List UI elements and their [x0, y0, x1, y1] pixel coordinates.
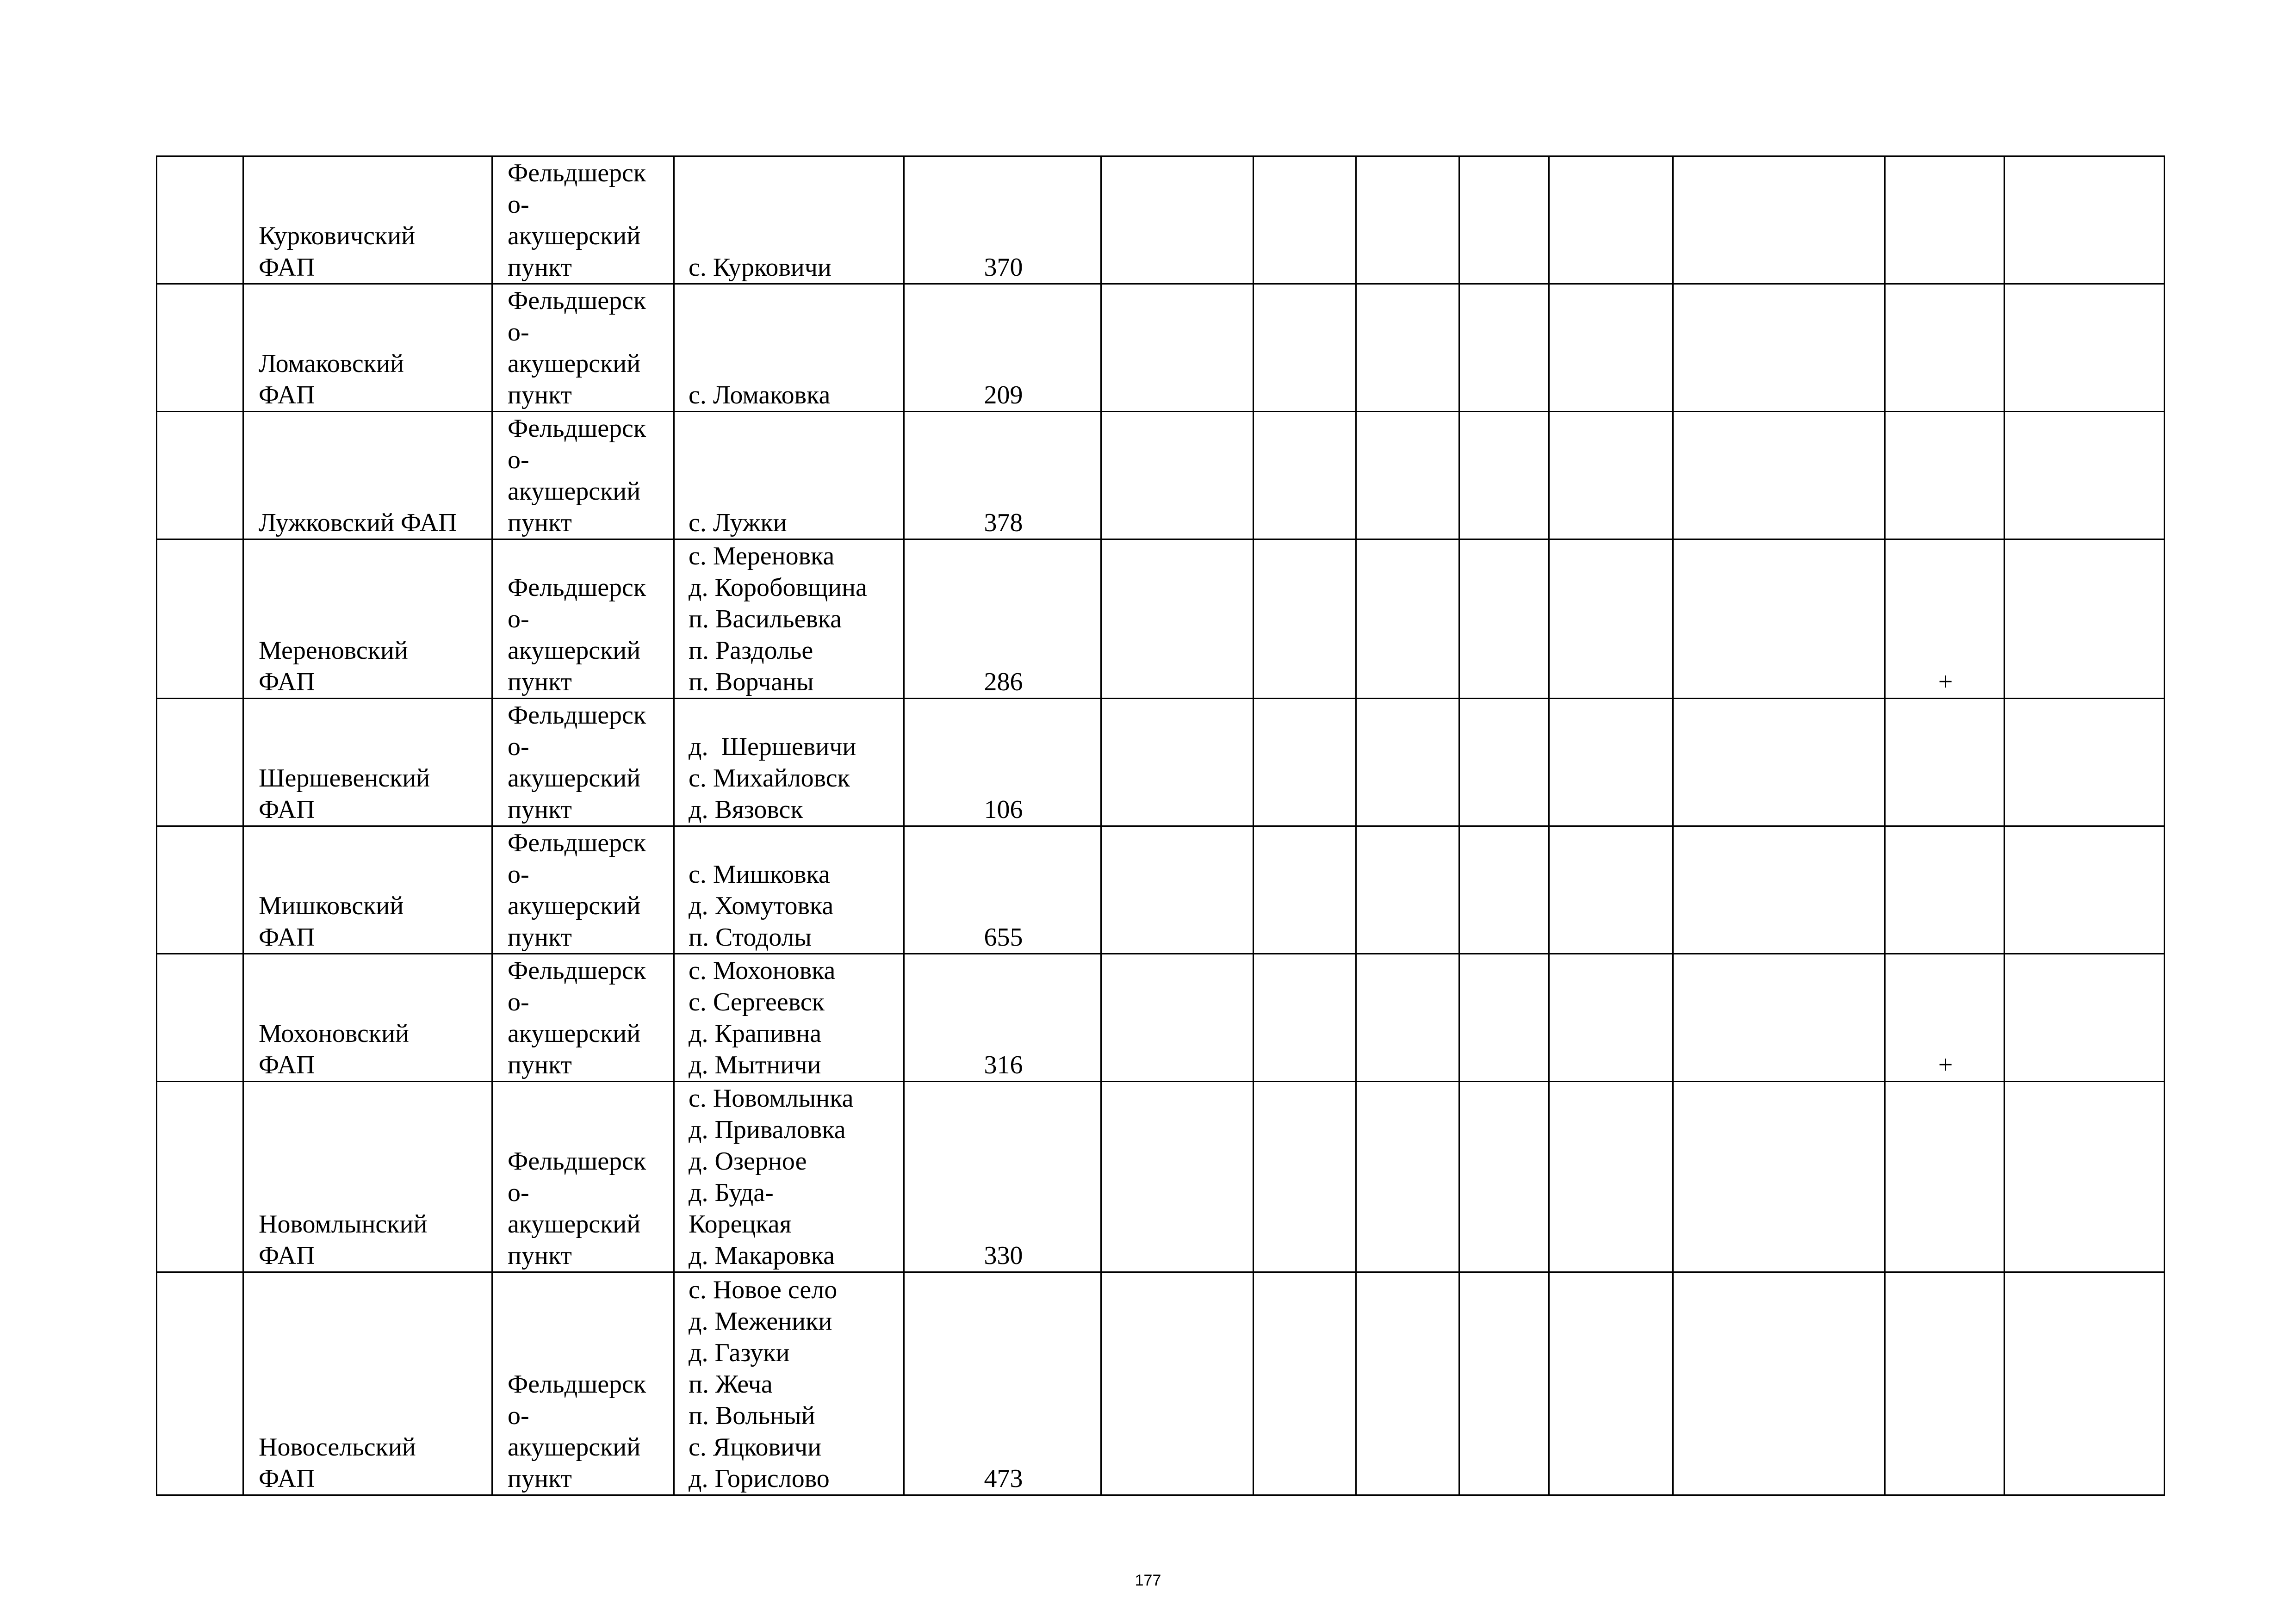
facility-name-cell-line: ФАП	[259, 1051, 315, 1079]
empty-cell	[1549, 699, 1673, 826]
fap-table	[156, 155, 2165, 1496]
population-cell	[904, 1272, 1101, 1495]
table-row	[157, 156, 2165, 284]
empty-cell	[1549, 1272, 1673, 1495]
mark-cell	[1885, 954, 2004, 1082]
facility-type-cell-line: Фельдшерск	[508, 159, 646, 187]
empty-cell	[1459, 539, 1549, 699]
facility-type-cell-line: пункт	[508, 508, 572, 537]
settlements-cell-line: д. Коробовщина	[689, 573, 867, 602]
number-cell	[157, 412, 243, 539]
empty-cell	[1253, 412, 1356, 539]
mark-cell-value: +	[1938, 1051, 1953, 1079]
facility-name-cell	[243, 826, 492, 954]
mark-cell	[1885, 539, 2004, 699]
facility-type-cell	[492, 699, 674, 826]
settlements-cell-line: д. Макаровка	[689, 1241, 835, 1270]
population-cell	[904, 156, 1101, 284]
empty-cell	[1356, 1272, 1459, 1495]
settlements-cell-line: с. Мохоновка	[689, 956, 836, 985]
facility-type-cell	[492, 412, 674, 539]
population-cell-value: 655	[984, 923, 1023, 952]
settlements-cell	[674, 156, 904, 284]
settlements-cell-line: п. Стодолы	[689, 923, 812, 952]
facility-type-cell-line: Фельдшерск	[508, 414, 646, 443]
empty-cell	[1356, 1082, 1459, 1272]
number-cell	[157, 954, 243, 1082]
facility-type-cell-line: пункт	[508, 1051, 572, 1079]
settlements-cell-line: с. Лужки	[689, 508, 787, 537]
facility-type-cell	[492, 826, 674, 954]
facility-type-cell-line: акушерский	[508, 1019, 641, 1048]
empty-cell	[1673, 699, 1885, 826]
number-cell	[157, 699, 243, 826]
population-cell-value: 473	[984, 1464, 1023, 1493]
settlements-cell-line: д. Озерное	[689, 1147, 807, 1176]
facility-type-cell-line: акушерский	[508, 892, 641, 920]
facility-type-cell-line: акушерский	[508, 764, 641, 793]
facility-name-cell-line: Шершевенский	[259, 764, 430, 793]
mark-cell	[1885, 826, 2004, 954]
empty-cell	[1673, 412, 1885, 539]
table-row	[157, 1272, 2165, 1495]
population-cell-value: 106	[984, 795, 1023, 824]
facility-type-cell-line: Фельдшерск	[508, 1147, 646, 1176]
mark-cell	[1885, 156, 2004, 284]
empty-cell	[2004, 284, 2165, 412]
mark-cell	[1885, 699, 2004, 826]
empty-cell	[1101, 284, 1253, 412]
facility-name-cell-line: Ломаковский	[259, 349, 404, 378]
population-cell	[904, 954, 1101, 1082]
empty-cell	[1459, 284, 1549, 412]
mark-cell	[1885, 412, 2004, 539]
empty-cell	[1253, 1272, 1356, 1495]
page-number: 177	[1135, 1572, 1161, 1589]
number-cell	[157, 826, 243, 954]
table-row	[157, 284, 2165, 412]
facility-type-cell-line: о-	[508, 605, 529, 633]
facility-type-cell-line: Фельдшерск	[508, 829, 646, 857]
population-cell	[904, 284, 1101, 412]
empty-cell	[1549, 156, 1673, 284]
empty-cell	[1253, 1082, 1356, 1272]
settlements-cell-line: д. Шершевичи	[689, 732, 856, 761]
population-cell	[904, 1082, 1101, 1272]
empty-cell	[1549, 1082, 1673, 1272]
empty-cell	[1549, 826, 1673, 954]
facility-type-cell	[492, 1272, 674, 1495]
empty-cell	[2004, 539, 2165, 699]
empty-cell	[1356, 539, 1459, 699]
facility-name-cell	[243, 1272, 492, 1495]
facility-name-cell	[243, 954, 492, 1082]
facility-type-cell-line: акушерский	[508, 222, 641, 250]
settlements-cell-line: с. Ломаковка	[689, 381, 831, 409]
settlements-cell-line: д. Хомутовка	[689, 892, 834, 920]
settlements-cell	[674, 699, 904, 826]
empty-cell	[2004, 1272, 2165, 1495]
facility-type-cell-line: Фельдшерск	[508, 701, 646, 730]
settlements-cell-line: с. Мереновка	[689, 542, 835, 570]
empty-cell	[1356, 699, 1459, 826]
facility-type-cell	[492, 539, 674, 699]
settlements-cell	[674, 1082, 904, 1272]
empty-cell	[2004, 826, 2165, 954]
facility-type-cell-line: пункт	[508, 668, 572, 696]
facility-type-cell-line: Фельдшерск	[508, 573, 646, 602]
facility-name-cell-line: Мереновский	[259, 636, 408, 665]
facility-name-cell	[243, 284, 492, 412]
empty-cell	[1673, 1082, 1885, 1272]
empty-cell	[1459, 1272, 1549, 1495]
table-row	[157, 412, 2165, 539]
number-cell	[157, 1082, 243, 1272]
empty-cell	[1673, 954, 1885, 1082]
empty-cell	[1101, 539, 1253, 699]
facility-name-cell-line: ФАП	[259, 795, 315, 824]
empty-cell	[1253, 284, 1356, 412]
population-cell-value: 316	[984, 1051, 1023, 1079]
table-row	[157, 1082, 2165, 1272]
mark-cell-value: +	[1938, 668, 1953, 696]
population-cell	[904, 412, 1101, 539]
facility-type-cell-line: о-	[508, 860, 529, 889]
facility-name-cell	[243, 1082, 492, 1272]
number-cell	[157, 156, 243, 284]
facility-name-cell-line: Мохоновский	[259, 1019, 409, 1048]
table-row	[157, 539, 2165, 699]
settlements-cell-line: д. Крапивна	[689, 1019, 822, 1048]
population-cell-value: 209	[984, 381, 1023, 409]
empty-cell	[1549, 539, 1673, 699]
settlements-cell	[674, 284, 904, 412]
settlements-cell-line: с. Михайловск	[689, 764, 850, 793]
settlements-cell-line: д. Приваловка	[689, 1115, 846, 1144]
population-cell-value: 286	[984, 668, 1023, 696]
empty-cell	[1101, 826, 1253, 954]
settlements-cell-line: д. Меженики	[689, 1307, 832, 1336]
number-cell	[157, 539, 243, 699]
empty-cell	[1459, 826, 1549, 954]
settlements-cell-line: п. Жеча	[689, 1370, 773, 1399]
facility-type-cell-line: акушерский	[508, 636, 641, 665]
settlements-cell-line: п. Васильевка	[689, 605, 842, 633]
facility-name-cell-line: Курковичский	[259, 222, 416, 250]
settlements-cell-line: с. Сергеевск	[689, 988, 825, 1016]
facility-type-cell-line: Фельдшерск	[508, 1370, 646, 1399]
settlements-cell-line: с. Яцковичи	[689, 1433, 822, 1462]
settlements-cell-line: п. Ворчаны	[689, 668, 814, 696]
facility-type-cell	[492, 156, 674, 284]
empty-cell	[1673, 156, 1885, 284]
empty-cell	[1101, 412, 1253, 539]
population-cell	[904, 699, 1101, 826]
settlements-cell-line: д. Горислово	[689, 1464, 830, 1493]
settlements-cell	[674, 826, 904, 954]
facility-type-cell-line: о-	[508, 190, 529, 219]
facility-name-cell-line: Новосельский	[259, 1433, 416, 1462]
facility-name-cell-line: ФАП	[259, 923, 315, 952]
settlements-cell	[674, 539, 904, 699]
empty-cell	[1673, 826, 1885, 954]
facility-type-cell	[492, 954, 674, 1082]
facility-name-cell-line: ФАП	[259, 381, 315, 409]
facility-type-cell-line: пункт	[508, 1464, 572, 1493]
empty-cell	[1459, 699, 1549, 826]
empty-cell	[1459, 1082, 1549, 1272]
empty-cell	[1101, 699, 1253, 826]
empty-cell	[1253, 954, 1356, 1082]
facility-name-cell	[243, 699, 492, 826]
settlements-cell-line: с. Курковичи	[689, 253, 832, 282]
table-row	[157, 826, 2165, 954]
empty-cell	[1356, 826, 1459, 954]
settlements-cell-line: с. Новомлынка	[689, 1084, 854, 1113]
settlements-cell-line: Корецкая	[689, 1210, 792, 1239]
facility-name-cell	[243, 156, 492, 284]
number-cell	[157, 1272, 243, 1495]
empty-cell	[1101, 1082, 1253, 1272]
empty-cell	[1253, 826, 1356, 954]
empty-cell	[1101, 1272, 1253, 1495]
mark-cell	[1885, 284, 2004, 412]
facility-type-cell-line: о-	[508, 988, 529, 1016]
table-body	[157, 156, 2165, 1495]
settlements-cell	[674, 954, 904, 1082]
population-cell	[904, 539, 1101, 699]
empty-cell	[1253, 156, 1356, 284]
population-cell-value: 330	[984, 1241, 1023, 1270]
empty-cell	[1356, 156, 1459, 284]
empty-cell	[2004, 412, 2165, 539]
empty-cell	[1356, 284, 1459, 412]
facility-type-cell-line: пункт	[508, 1241, 572, 1270]
empty-cell	[1459, 156, 1549, 284]
facility-type-cell-line: пункт	[508, 381, 572, 409]
facility-type-cell	[492, 1082, 674, 1272]
empty-cell	[1101, 954, 1253, 1082]
facility-type-cell-line: пункт	[508, 253, 572, 282]
mark-cell	[1885, 1082, 2004, 1272]
empty-cell	[1459, 954, 1549, 1082]
settlements-cell-line: д. Мытничи	[689, 1051, 821, 1079]
empty-cell	[1459, 412, 1549, 539]
facility-type-cell-line: акушерский	[508, 477, 641, 506]
number-cell	[157, 284, 243, 412]
empty-cell	[1253, 699, 1356, 826]
facility-name-cell-line: Лужковский ФАП	[259, 508, 457, 537]
facility-name-cell	[243, 412, 492, 539]
settlements-cell-line: д. Газуки	[689, 1338, 790, 1367]
empty-cell	[1356, 954, 1459, 1082]
facility-type-cell-line: пункт	[508, 923, 572, 952]
settlements-cell-line: д. Вязовск	[689, 795, 803, 824]
settlements-cell-line: с. Мишковка	[689, 860, 830, 889]
settlements-cell	[674, 412, 904, 539]
empty-cell	[1549, 284, 1673, 412]
empty-cell	[1253, 539, 1356, 699]
facility-type-cell-line: акушерский	[508, 1210, 641, 1239]
facility-type-cell-line: акушерский	[508, 1433, 641, 1462]
facility-name-cell-line: ФАП	[259, 1241, 315, 1270]
population-cell-value: 378	[984, 508, 1023, 537]
facility-name-cell-line: ФАП	[259, 253, 315, 282]
empty-cell	[2004, 954, 2165, 1082]
facility-type-cell	[492, 284, 674, 412]
facility-type-cell-line: о-	[508, 732, 529, 761]
settlements-cell-line: д. Буда-	[689, 1178, 774, 1207]
settlements-cell	[674, 1272, 904, 1495]
facility-type-cell-line: пункт	[508, 795, 572, 824]
facility-type-cell-line: о-	[508, 1401, 529, 1430]
facility-type-cell-line: Фельдшерск	[508, 286, 646, 315]
empty-cell	[1101, 156, 1253, 284]
empty-cell	[1673, 284, 1885, 412]
table-row	[157, 954, 2165, 1082]
facility-type-cell-line: о-	[508, 1178, 529, 1207]
facility-name-cell-line: ФАП	[259, 1464, 315, 1493]
table-row	[157, 699, 2165, 826]
empty-cell	[1673, 1272, 1885, 1495]
facility-name-cell	[243, 539, 492, 699]
facility-type-cell-line: о-	[508, 318, 529, 347]
settlements-cell-line: п. Раздолье	[689, 636, 813, 665]
settlements-cell-line: с. Новое село	[689, 1276, 838, 1304]
empty-cell	[1673, 539, 1885, 699]
empty-cell	[1549, 412, 1673, 539]
population-cell	[904, 826, 1101, 954]
facility-name-cell-line: ФАП	[259, 668, 315, 696]
population-cell-value: 370	[984, 253, 1023, 282]
facility-name-cell-line: Новомлынский	[259, 1210, 428, 1239]
facility-type-cell-line: акушерский	[508, 349, 641, 378]
empty-cell	[1356, 412, 1459, 539]
empty-cell	[2004, 699, 2165, 826]
empty-cell	[2004, 1082, 2165, 1272]
empty-cell	[2004, 156, 2165, 284]
facility-type-cell-line: Фельдшерск	[508, 956, 646, 985]
empty-cell	[1549, 954, 1673, 1082]
facility-type-cell-line: о-	[508, 446, 529, 474]
facility-name-cell-line: Мишковский	[259, 892, 404, 920]
settlements-cell-line: п. Вольный	[689, 1401, 815, 1430]
mark-cell	[1885, 1272, 2004, 1495]
